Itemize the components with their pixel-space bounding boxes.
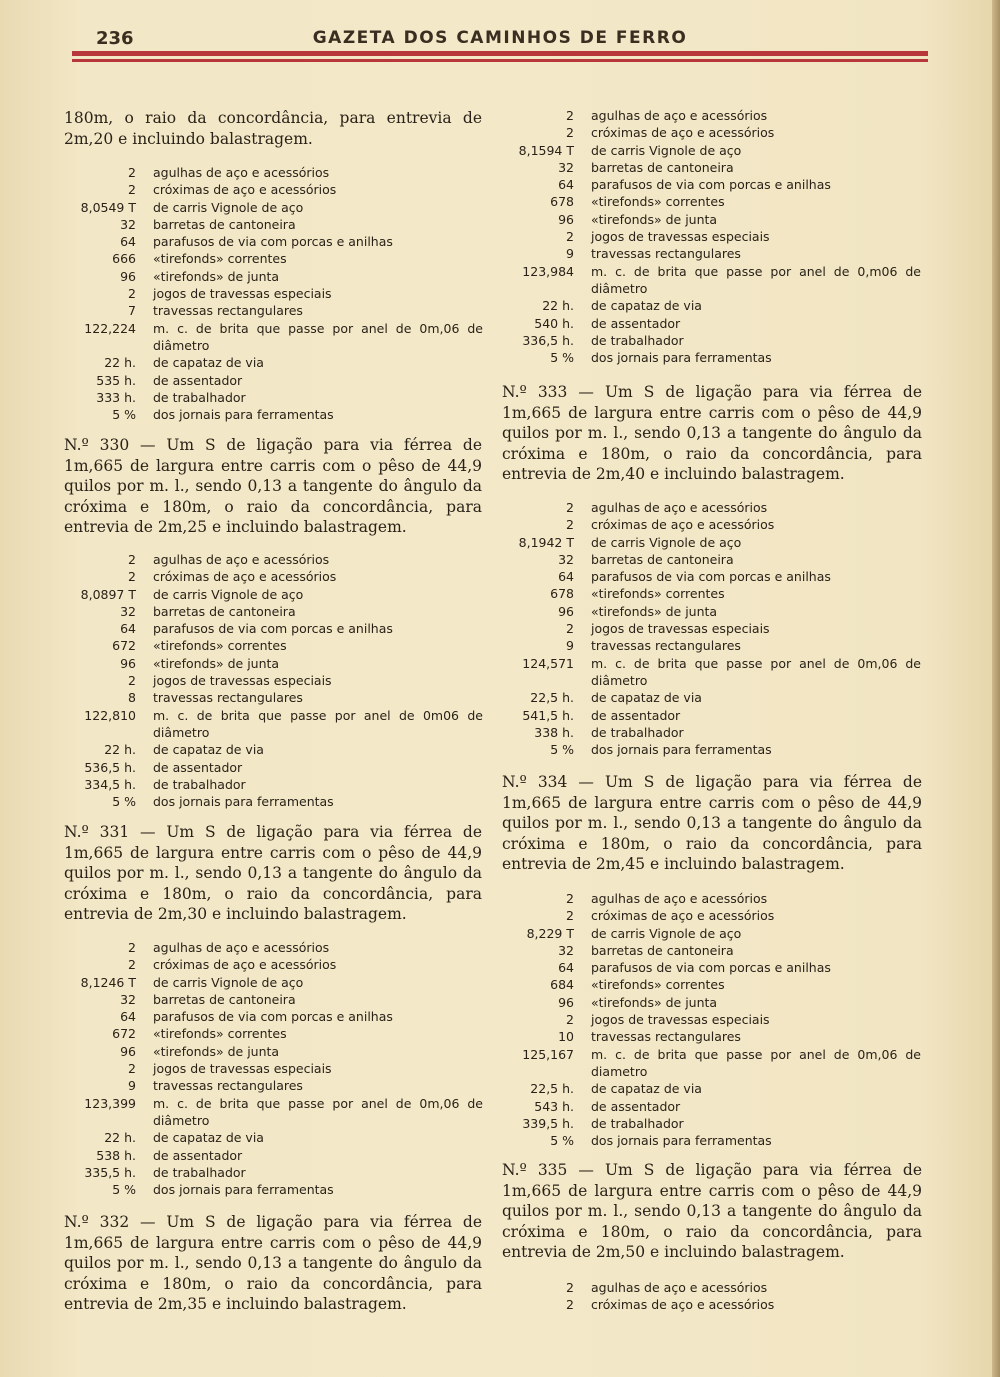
item-quantity: 64 <box>120 234 136 250</box>
item-description: m. c. de brita que passe por anel de 0,m06 de diâmetro <box>591 263 921 296</box>
item-quantity: 2 <box>566 891 574 906</box>
item-quantity: 2 <box>128 957 136 973</box>
item-quantity: 96 <box>120 268 136 284</box>
item-description: parafusos de via com porcas e anilhas <box>153 621 393 637</box>
item-description: barretas de cantoneira <box>153 216 296 232</box>
item-quantity: 122,224 <box>84 320 136 336</box>
item-quantity: 2 <box>128 182 136 198</box>
item-description: «tirefonds» correntes <box>153 1026 287 1042</box>
item-quantity: 5 % <box>550 350 574 366</box>
item-description: «tirefonds» de junta <box>591 603 718 619</box>
item-description: de trabalhador <box>153 389 246 405</box>
item-description: jogos de travessas especiais <box>153 286 332 302</box>
item-description: travessas rectangulares <box>153 303 303 319</box>
page-header <box>72 28 928 68</box>
item-quantity: 125,167 <box>522 1046 574 1062</box>
item-description: parafusos de via com porcas e anilhas <box>153 1009 393 1025</box>
item-quantity: 2 <box>128 673 136 689</box>
item-quantity: 5 % <box>112 794 136 810</box>
item-description: de assentador <box>591 315 681 331</box>
item-description: de capataz de via <box>591 690 702 706</box>
item-description: dos jornais para ferramentas <box>591 1133 772 1149</box>
item-quantity: 8 <box>128 690 136 706</box>
item-description: m. c. de brita que passe por anel de 0m,06 de diâmetro <box>591 655 921 688</box>
paragraph-no-332: N.º 332 — Um S de ligação para via férrea de 1m,665 de largura entre carris com o pêso de 44,9 quilos por m. l., sendo 0,13 a tangente do ângulo da cróxima e 180m, o raio da concordância, para entrevia de 2m,35 e incluindo balastragem. <box>64 1213 482 1314</box>
item-quantity: 64 <box>120 1009 136 1025</box>
item-quantity: 5 % <box>112 407 136 423</box>
item-quantity: 124,571 <box>522 655 574 671</box>
item-quantity: 666 <box>112 251 136 267</box>
item-quantity: 64 <box>558 177 574 193</box>
item-quantity: 336,5 h. <box>522 332 574 348</box>
item-quantity: 8,0549 T <box>80 199 136 215</box>
item-description: de capataz de via <box>591 1081 702 1097</box>
item-description: barretas de cantoneira <box>153 991 296 1007</box>
item-quantity: 339,5 h. <box>522 1115 574 1131</box>
item-quantity: 338 h. <box>534 724 574 740</box>
item-quantity: 2 <box>566 908 574 924</box>
item-quantity: 672 <box>112 638 136 654</box>
item-quantity: 123,399 <box>84 1095 136 1111</box>
item-quantity: 5 % <box>550 1133 574 1149</box>
item-description: agulhas de aço e acessórios <box>153 940 330 955</box>
item-description: «tirefonds» correntes <box>591 977 725 993</box>
item-quantity: 122,810 <box>84 707 136 723</box>
item-description: jogos de travessas especiais <box>591 621 770 637</box>
item-quantity: 9 <box>128 1078 136 1094</box>
item-quantity: 7 <box>128 303 136 319</box>
item-quantity: 2 <box>566 1012 574 1028</box>
item-description: dos jornais para ferramentas <box>153 407 334 423</box>
item-quantity: 96 <box>120 1043 136 1059</box>
item-description: parafusos de via com porcas e anilhas <box>153 234 393 250</box>
item-description: m. c. de brita que passe por anel de 0m,06 de diâmetro <box>153 1095 483 1128</box>
item-description: agulhas de aço e acessórios <box>591 891 768 906</box>
item-description: cróximas de aço e acessórios <box>591 908 775 924</box>
item-quantity: 22 h. <box>104 742 136 758</box>
item-quantity: 2 <box>566 621 574 637</box>
item-quantity: 540 h. <box>534 315 574 331</box>
item-description: cróximas de aço e acessórios <box>591 125 775 141</box>
item-description: jogos de travessas especiais <box>153 1061 332 1077</box>
item-quantity: 96 <box>558 994 574 1010</box>
item-description: travessas rectangulares <box>153 690 303 706</box>
item-description: travessas rectangulares <box>591 1029 741 1045</box>
item-quantity: 32 <box>558 942 574 958</box>
item-description: parafusos de via com porcas e anilhas <box>591 569 831 585</box>
header-rule-thick <box>72 51 928 56</box>
item-description: agulhas de aço e acessórios <box>153 165 330 180</box>
item-description: barretas de cantoneira <box>591 551 734 567</box>
item-quantity: 32 <box>120 603 136 619</box>
item-quantity: 8,0897 T <box>80 586 136 602</box>
item-description: de trabalhador <box>591 724 684 740</box>
item-description: de carris Vignole de aço <box>591 142 742 158</box>
item-quantity: 333 h. <box>96 389 136 405</box>
item-description: m. c. de brita que passe por anel de 0m06 de diâmetro <box>153 707 483 740</box>
item-description: barretas de cantoneira <box>153 603 296 619</box>
item-description: de assentador <box>591 707 681 723</box>
item-quantity: 2 <box>128 1061 136 1077</box>
item-description: de capataz de via <box>591 298 702 314</box>
item-quantity: 543 h. <box>534 1098 574 1114</box>
item-quantity: 335,5 h. <box>84 1164 136 1180</box>
item-quantity: 32 <box>558 551 574 567</box>
paragraph-no-335: N.º 335 — Um S de ligação para via férrea de 1m,665 de largura entre carris com o pêso de 44,9 quilos por m. l., sendo 0,13 a tangente do ângulo da cróxima e 180m, o raio da concordância, para entrevia de 2m,50 e incluindo balastragem. <box>502 1161 922 1262</box>
item-quantity: 2 <box>566 517 574 533</box>
item-description: de carris Vignole de aço <box>153 586 304 602</box>
item-description: «tirefonds» correntes <box>591 586 725 602</box>
item-description: de carris Vignole de aço <box>591 925 742 941</box>
item-quantity: 9 <box>566 246 574 262</box>
item-quantity: 8,1246 T <box>80 974 136 990</box>
item-quantity: 8,1594 T <box>518 142 574 158</box>
item-quantity: 2 <box>128 165 136 180</box>
item-description: cróximas de aço e acessórios <box>591 517 775 533</box>
item-description: travessas rectangulares <box>591 246 741 262</box>
item-description: dos jornais para ferramentas <box>591 742 772 758</box>
item-description: cróximas de aço e acessórios <box>591 1297 775 1313</box>
paragraph-continued: 180m, o raio da concordância, para entrevia de 2m,20 e incluindo balastragem. <box>64 109 482 148</box>
item-description: de trabalhador <box>153 1164 246 1180</box>
item-quantity: 2 <box>128 286 136 302</box>
item-description: de capataz de via <box>153 742 264 758</box>
item-description: jogos de travessas especiais <box>153 673 332 689</box>
item-description: «tirefonds» correntes <box>153 251 287 267</box>
item-description: dos jornais para ferramentas <box>153 794 334 810</box>
item-quantity: 32 <box>120 216 136 232</box>
item-quantity: 5 % <box>112 1182 136 1198</box>
item-quantity: 678 <box>550 586 574 602</box>
item-description: dos jornais para ferramentas <box>591 350 772 366</box>
item-quantity: 2 <box>566 1280 574 1295</box>
item-description: cróximas de aço e acessórios <box>153 957 337 973</box>
item-quantity: 64 <box>558 569 574 585</box>
item-quantity: 684 <box>550 977 574 993</box>
item-description: «tirefonds» de junta <box>591 211 718 227</box>
item-quantity: 672 <box>112 1026 136 1042</box>
item-quantity: 2 <box>566 500 574 515</box>
item-quantity: 96 <box>558 603 574 619</box>
item-description: «tirefonds» de junta <box>591 994 718 1010</box>
item-quantity: 2 <box>128 569 136 585</box>
item-quantity: 32 <box>558 159 574 175</box>
paragraph-no-330: N.º 330 — Um S de ligação para via férrea de 1m,665 de largura entre carris com o pêso de 44,9 quilos por m. l., sendo 0,13 a tangente do ângulo da cróxima e 180m, o raio da concordância, para entrevia de 2m,25 e incluindo balastragem. <box>64 436 482 537</box>
item-description: de carris Vignole de aço <box>591 534 742 550</box>
item-quantity: 22 h. <box>104 1130 136 1146</box>
item-quantity: 22 h. <box>542 298 574 314</box>
item-description: agulhas de aço e acessórios <box>591 1280 768 1295</box>
item-quantity: 123,984 <box>522 263 574 279</box>
item-description: de assentador <box>153 1147 243 1163</box>
item-description: «tirefonds» correntes <box>153 638 287 654</box>
item-description: «tirefonds» de junta <box>153 1043 280 1059</box>
item-quantity: 22 h. <box>104 355 136 371</box>
item-quantity: 10 <box>558 1029 574 1045</box>
item-quantity: 8,1942 T <box>518 534 574 550</box>
item-description: barretas de cantoneira <box>591 159 734 175</box>
item-description: travessas rectangulares <box>591 638 741 654</box>
item-quantity: 2 <box>128 940 136 955</box>
item-description: parafusos de via com porcas e anilhas <box>591 960 831 976</box>
item-description: cróximas de aço e acessórios <box>153 569 337 585</box>
item-quantity: 538 h. <box>96 1147 136 1163</box>
item-quantity: 536,5 h. <box>84 759 136 775</box>
item-description: parafusos de via com porcas e anilhas <box>591 177 831 193</box>
item-description: «tirefonds» de junta <box>153 655 280 671</box>
item-description: travessas rectangulares <box>153 1078 303 1094</box>
item-quantity: 2 <box>566 229 574 245</box>
item-description: barretas de cantoneira <box>591 942 734 958</box>
item-description: de assentador <box>153 372 243 388</box>
item-quantity: 678 <box>550 194 574 210</box>
item-quantity: 9 <box>566 638 574 654</box>
item-quantity: 535 h. <box>96 372 136 388</box>
item-quantity: 32 <box>120 991 136 1007</box>
item-description: de trabalhador <box>153 776 246 792</box>
item-description: «tirefonds» de junta <box>153 268 280 284</box>
journal-title: GAZETA DOS CAMINHOS DE FERRO <box>312 28 688 48</box>
item-quantity: 96 <box>120 655 136 671</box>
item-description: dos jornais para ferramentas <box>153 1182 334 1198</box>
item-description: «tirefonds» correntes <box>591 194 725 210</box>
item-quantity: 2 <box>566 125 574 141</box>
item-description: agulhas de aço e acessórios <box>591 500 768 515</box>
item-quantity: 541,5 h. <box>522 707 574 723</box>
item-description: cróximas de aço e acessórios <box>153 182 337 198</box>
item-quantity: 96 <box>558 211 574 227</box>
item-quantity: 5 % <box>550 742 574 758</box>
page-edge <box>992 0 1000 1377</box>
item-description: de carris Vignole de aço <box>153 199 304 215</box>
item-quantity: 2 <box>566 1297 574 1313</box>
item-quantity: 2 <box>128 552 136 567</box>
item-description: de trabalhador <box>591 332 684 348</box>
item-description: de assentador <box>153 759 243 775</box>
paragraph-no-333: N.º 333 — Um S de ligação para via férrea de 1m,665 de largura entre carris com o pêso de 44,9 quilos por m. l., sendo 0,13 a tangente do ângulo da cróxima e 180m, o raio da concordância, para entrevia de 2m,40 e incluindo balastragem. <box>502 383 922 484</box>
item-quantity: 334,5 h. <box>84 776 136 792</box>
item-description: m. c. de brita que passe por anel de 0m,06 de diâmetro <box>153 320 483 353</box>
item-quantity: 22,5 h. <box>530 1081 574 1097</box>
item-description: agulhas de aço e acessórios <box>591 108 768 123</box>
item-description: m. c. de brita que passe por anel de 0m,06 de diametro <box>591 1046 921 1079</box>
header-rule-thin <box>72 59 928 62</box>
item-description: de capataz de via <box>153 1130 264 1146</box>
item-quantity: 2 <box>566 108 574 123</box>
item-quantity: 64 <box>558 960 574 976</box>
item-quantity: 22,5 h. <box>530 690 574 706</box>
page-number: 236 <box>96 28 134 49</box>
item-description: jogos de travessas especiais <box>591 1012 770 1028</box>
paragraph-no-334: N.º 334 — Um S de ligação para via férrea de 1m,665 de largura entre carris com o pêso de 44,9 quilos por m. l., sendo 0,13 a tangente do ângulo da cróxima e 180m, o raio da concordância, para entrevia de 2m,45 e incluindo balastragem. <box>502 773 922 874</box>
item-quantity: 8,229 T <box>526 925 574 941</box>
item-quantity: 64 <box>120 621 136 637</box>
paragraph-no-331: N.º 331 — Um S de ligação para via férrea de 1m,665 de largura entre carris com o pêso de 44,9 quilos por m. l., sendo 0,13 a tangente do ângulo da cróxima e 180m, o raio da concordância, para entrevia de 2m,30 e incluindo balastragem. <box>64 823 482 924</box>
item-description: jogos de travessas especiais <box>591 229 770 245</box>
item-description: agulhas de aço e acessórios <box>153 552 330 567</box>
item-description: de capataz de via <box>153 355 264 371</box>
item-description: de trabalhador <box>591 1115 684 1131</box>
item-description: de carris Vignole de aço <box>153 974 304 990</box>
item-description: de assentador <box>591 1098 681 1114</box>
